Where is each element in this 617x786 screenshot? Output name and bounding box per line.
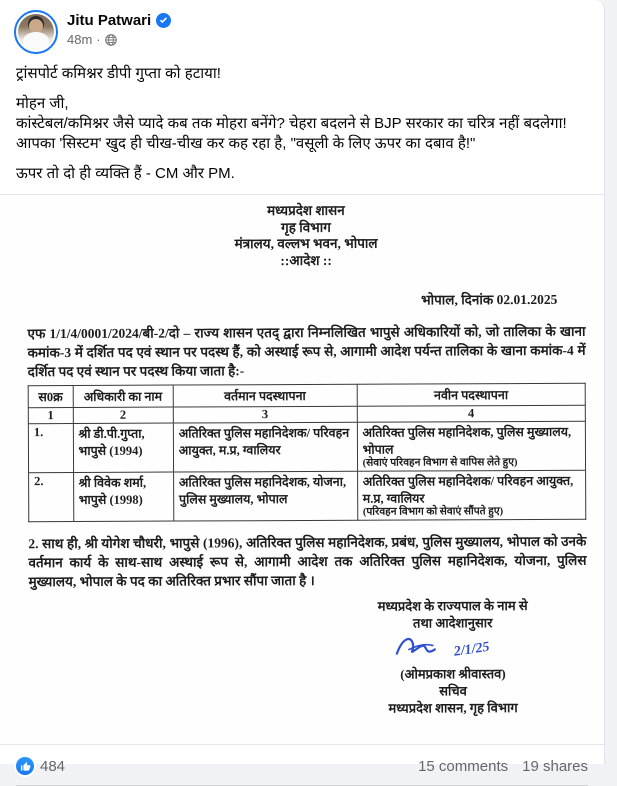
doc-signature-block xyxy=(319,597,588,717)
post-timestamp[interactable]: 48m xyxy=(67,32,93,47)
avatar[interactable] xyxy=(14,10,58,54)
reaction-count-button[interactable] xyxy=(16,757,65,775)
like-icon xyxy=(16,757,34,775)
col-header-name: अधिकारी का नाम xyxy=(73,385,173,407)
row1-officer-name: श्री डी.पी.गुप्ता, भापुसे (1994) xyxy=(73,423,173,472)
doc-transfer-table xyxy=(28,383,587,522)
doc-address: मंत्रालय, वल्लभ भवन, भोपाल xyxy=(234,235,378,252)
post-footer xyxy=(0,745,604,786)
post-text-line1: ट्रांसपोर्ट कमिश्नर डीपी गुप्ता को हटाया! xyxy=(16,65,221,82)
row1-new-posting-note: (सेवाएं परिवहन विभाग से वापिस लेते हुए) xyxy=(362,457,518,469)
attached-document-image[interactable] xyxy=(0,194,604,745)
dot-separator: · xyxy=(96,32,101,47)
table-row xyxy=(29,470,586,521)
doc-govt-name: मध्यप्रदेश शासन xyxy=(267,202,345,219)
post-text xyxy=(0,58,604,194)
doc-paragraph-2: 2. साथ ही, श्री योगेश चौधरी, भापुसे (1996), अतिरिक्त पुलिस महानिदेशक, प्रबंध, पुलिस मुख्यालय, भोपाल को उनके वर्तमान कार्य के साथ-साथ अस्थाई रूप से, आगामी आदेश तक अतिरिक्त पुलिस महानिदेशक, योजना, पुलिस मुख्यालय, भोपाल के पद का अतिरिक्त प्रभार सौंपा जाता है । xyxy=(28,533,587,590)
signoff-line1: मध्यप्रदेश के राज्यपाल के नाम से xyxy=(377,598,528,614)
signatory-dept: मध्यप्रदेश शासन, गृह विभाग xyxy=(388,700,518,716)
signatory-name: (ओमप्रकाश श्रीवास्तव) xyxy=(400,666,506,682)
public-globe-icon xyxy=(105,34,117,46)
doc-paragraph-1: एफ 1/1/4/0001/2024/बी-2/दो – राज्य शासन एतद् द्वारा निम्नलिखित भापुसे अधिकारियों को, जो तालिका के खाना कमांक-3 में दर्शित पद एवं स्थान पर पदस्थ हैं, को अस्थाई रूप से, आगामी आदेश पर्यन्त तालिका के खाना कमांक-4 में दर्शित पद एवं स्थान पर पदस्थ किया जाता है:- xyxy=(27,323,586,380)
shares-count[interactable]: 19 shares xyxy=(522,757,588,775)
col-number-1: 1 xyxy=(28,407,73,423)
signature-date: 2/1/25 xyxy=(452,639,491,660)
handwritten-signature xyxy=(319,631,587,666)
row1-new-posting: अतिरिक्त पुलिस महानिदेशक, पुलिस मुख्यालय, भोपाल (सेवाएं परिवहन विभाग से वापिस लेते हुए) xyxy=(357,421,586,471)
doc-order-title: ::आदेश :: xyxy=(280,252,332,268)
row2-sn: 2. xyxy=(29,472,74,521)
signoff-line2: तथा आदेशानुसार xyxy=(412,615,493,631)
verified-badge-icon xyxy=(156,13,171,28)
row1-sn: 1. xyxy=(28,423,73,472)
document-content xyxy=(0,194,604,718)
row1-current-posting: अतिरिक्त पुलिस महानिदेशक/ परिवहन आयुक्त, म.प्र, ग्वालियर xyxy=(173,422,357,472)
col-number-4: 4 xyxy=(357,405,585,422)
comments-count[interactable]: 15 comments xyxy=(418,757,509,775)
post-text-line4: ऊपर तो दो ही व्यक्ति हैं - CM और PM. xyxy=(16,165,235,182)
col-number-3: 3 xyxy=(173,406,357,423)
table-row xyxy=(28,421,585,472)
row2-current-posting: अतिरिक्त पुलिस महानिदेशक, योजना, पुलिस मुख्यालय, भोपाल xyxy=(173,471,357,521)
doc-dept-name: गृह विभाग xyxy=(281,219,331,235)
col-header-current: वर्तमान पदस्थापना xyxy=(173,384,357,407)
header-meta xyxy=(67,10,171,47)
avatar-photo xyxy=(18,14,54,50)
reaction-count: 484 xyxy=(40,757,66,775)
col-header-new: नवीन पदस्थापना xyxy=(357,383,586,406)
col-number-2: 2 xyxy=(73,407,173,423)
table-header-row xyxy=(28,383,585,407)
post-text-line3: कांस्टेबल/कमिश्नर जैसे प्यादे कब तक मोहरा बनेंगे? चेहरा बदलने से BJP सरकार का चरित्र नहीं बदलेगा! आपका 'सिस्टम' खुद ही चीख-चीख कर कह रहा है, "वसूली के लिए ऊपर का दबाव है!" xyxy=(16,115,567,152)
row2-officer-name: श्री विवेक शर्मा, भापुसे (1998) xyxy=(73,472,173,521)
signatory-title: सचिव xyxy=(439,683,467,699)
author-name[interactable]: Jitu Patwari xyxy=(67,12,152,29)
post-text-line2: मोहन जी, xyxy=(16,95,69,112)
doc-place-date: भोपाल, दिनांक 02.01.2025 xyxy=(421,291,558,308)
document-letterhead xyxy=(27,202,585,270)
row2-new-posting-note: (परिवहन विभाग को सेवाएं सौंपते हुए) xyxy=(362,506,504,518)
row2-new-posting: अतिरिक्त पुलिस महानिदेशक/ परिवहन आयुक्त, म.प्र, ग्वालियर (परिवहन विभाग को सेवाएं सौंपते हुए) xyxy=(357,470,586,520)
post-header xyxy=(0,0,604,58)
col-header-sn: स0क्र xyxy=(28,385,73,407)
